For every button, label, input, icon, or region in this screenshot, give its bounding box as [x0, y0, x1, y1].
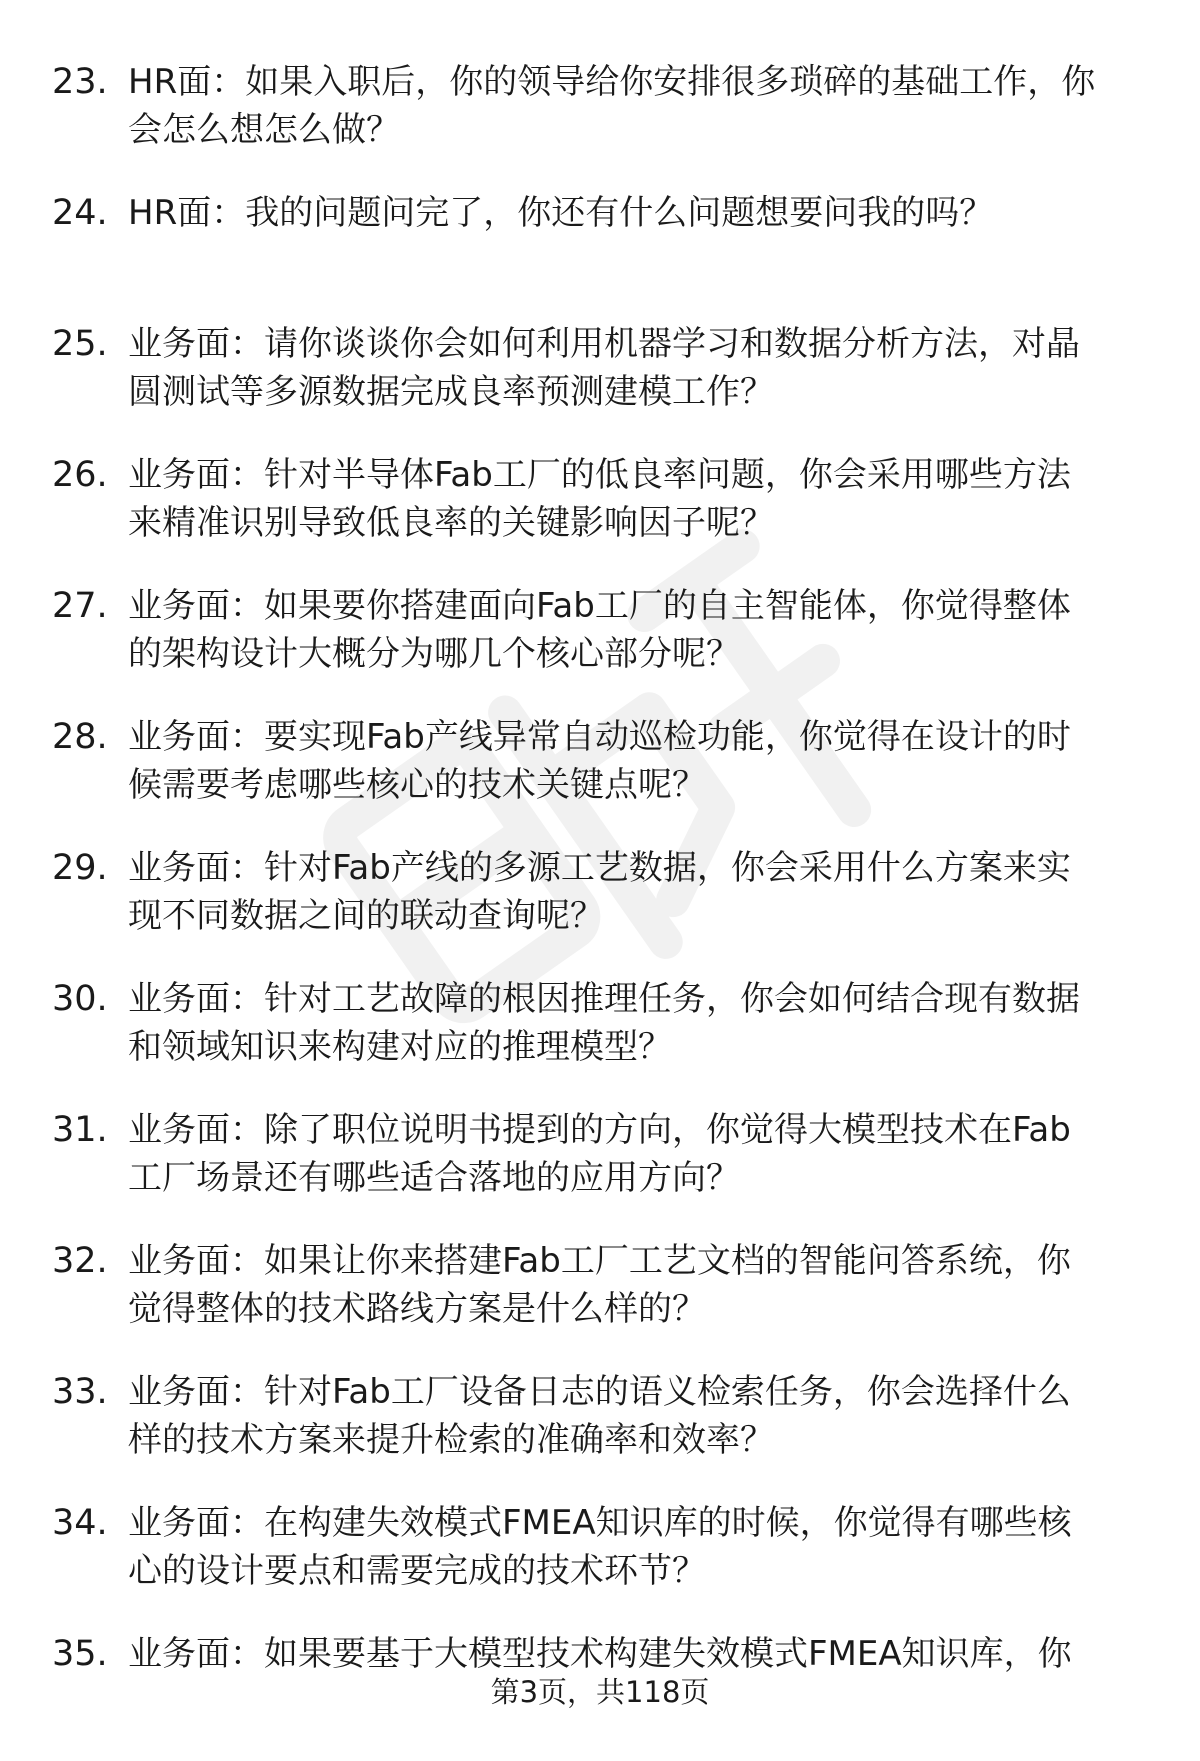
question-text: 业务面：如果让你来搭建Fab工厂工艺文档的智能问答系统，你 觉得整体的技术路线方案是什么样的？ [128, 1241, 1071, 1329]
question-number: 28. [52, 717, 108, 757]
question-number: 33. [52, 1372, 108, 1412]
question-list [0, 58, 1200, 1761]
question-text: 业务面：在构建失效模式FMEA知识库的时候，你觉得有哪些核 心的设计要点和需要完成的技术环节？ [128, 1503, 1072, 1591]
question-number: 26. [52, 455, 108, 495]
question-number: 29. [52, 848, 108, 888]
question-text: 业务面：如果要基于大模型技术构建失效模式FMEA知识库，你 [128, 1634, 1072, 1674]
question-item [0, 713, 1200, 844]
question-text: 业务面：如果要你搭建面向Fab工厂的自主智能体，你觉得整体 的架构设计大概分为哪几个核心部分呢？ [128, 586, 1071, 674]
page-number-label: 第3页，共118页 [490, 1675, 710, 1709]
question-text: 业务面：要实现Fab产线异常自动巡检功能，你觉得在设计的时 候需要考虑哪些核心的技术关键点呢？ [128, 717, 1071, 805]
question-item [0, 1106, 1200, 1237]
question-number: 34. [52, 1503, 108, 1543]
question-number: 24. [52, 193, 108, 233]
question-number: 31. [52, 1110, 108, 1150]
question-number: 30. [52, 979, 108, 1019]
question-item [0, 975, 1200, 1106]
question-item [0, 189, 1200, 320]
question-item [0, 1499, 1200, 1630]
question-text: 业务面：针对半导体Fab工厂的低良率问题，你会采用哪些方法 来精准识别导致低良率的关键影响因子呢？ [128, 455, 1071, 543]
question-number: 25. [52, 324, 108, 364]
question-text: 业务面：针对Fab产线的多源工艺数据，你会采用什么方案来实 现不同数据之间的联动查询呢？ [128, 848, 1071, 936]
question-number: 32. [52, 1241, 108, 1281]
page-footer [0, 1672, 1200, 1712]
question-text: 业务面：请你谈谈你会如何利用机器学习和数据分析方法，对晶 圆测试等多源数据完成良率预测建模工作？ [128, 324, 1080, 412]
question-text: 业务面：除了职位说明书提到的方向，你觉得大模型技术在Fab 工厂场景还有哪些适合落地的应用方向？ [128, 1110, 1071, 1198]
question-item [0, 1237, 1200, 1368]
question-number: 27. [52, 586, 108, 626]
question-item [0, 451, 1200, 582]
question-text: 业务面：针对工艺故障的根因推理任务，你会如何结合现有数据 和领域知识来构建对应的推理模型？ [128, 979, 1080, 1067]
question-item [0, 320, 1200, 451]
question-item [0, 844, 1200, 975]
question-number: 23. [52, 62, 108, 102]
question-item [0, 58, 1200, 189]
question-text: HR面：如果入职后，你的领导给你安排很多琐碎的基础工作，你 会怎么想怎么做？ [128, 62, 1096, 150]
question-item [0, 1368, 1200, 1499]
question-text: 业务面：针对Fab工厂设备日志的语义检索任务，你会选择什么 样的技术方案来提升检索的准确率和效率？ [128, 1372, 1071, 1460]
question-text: HR面：我的问题问完了，你还有什么问题想要问我的吗？ [128, 193, 994, 233]
question-item [0, 582, 1200, 713]
question-number: 35. [52, 1634, 108, 1674]
